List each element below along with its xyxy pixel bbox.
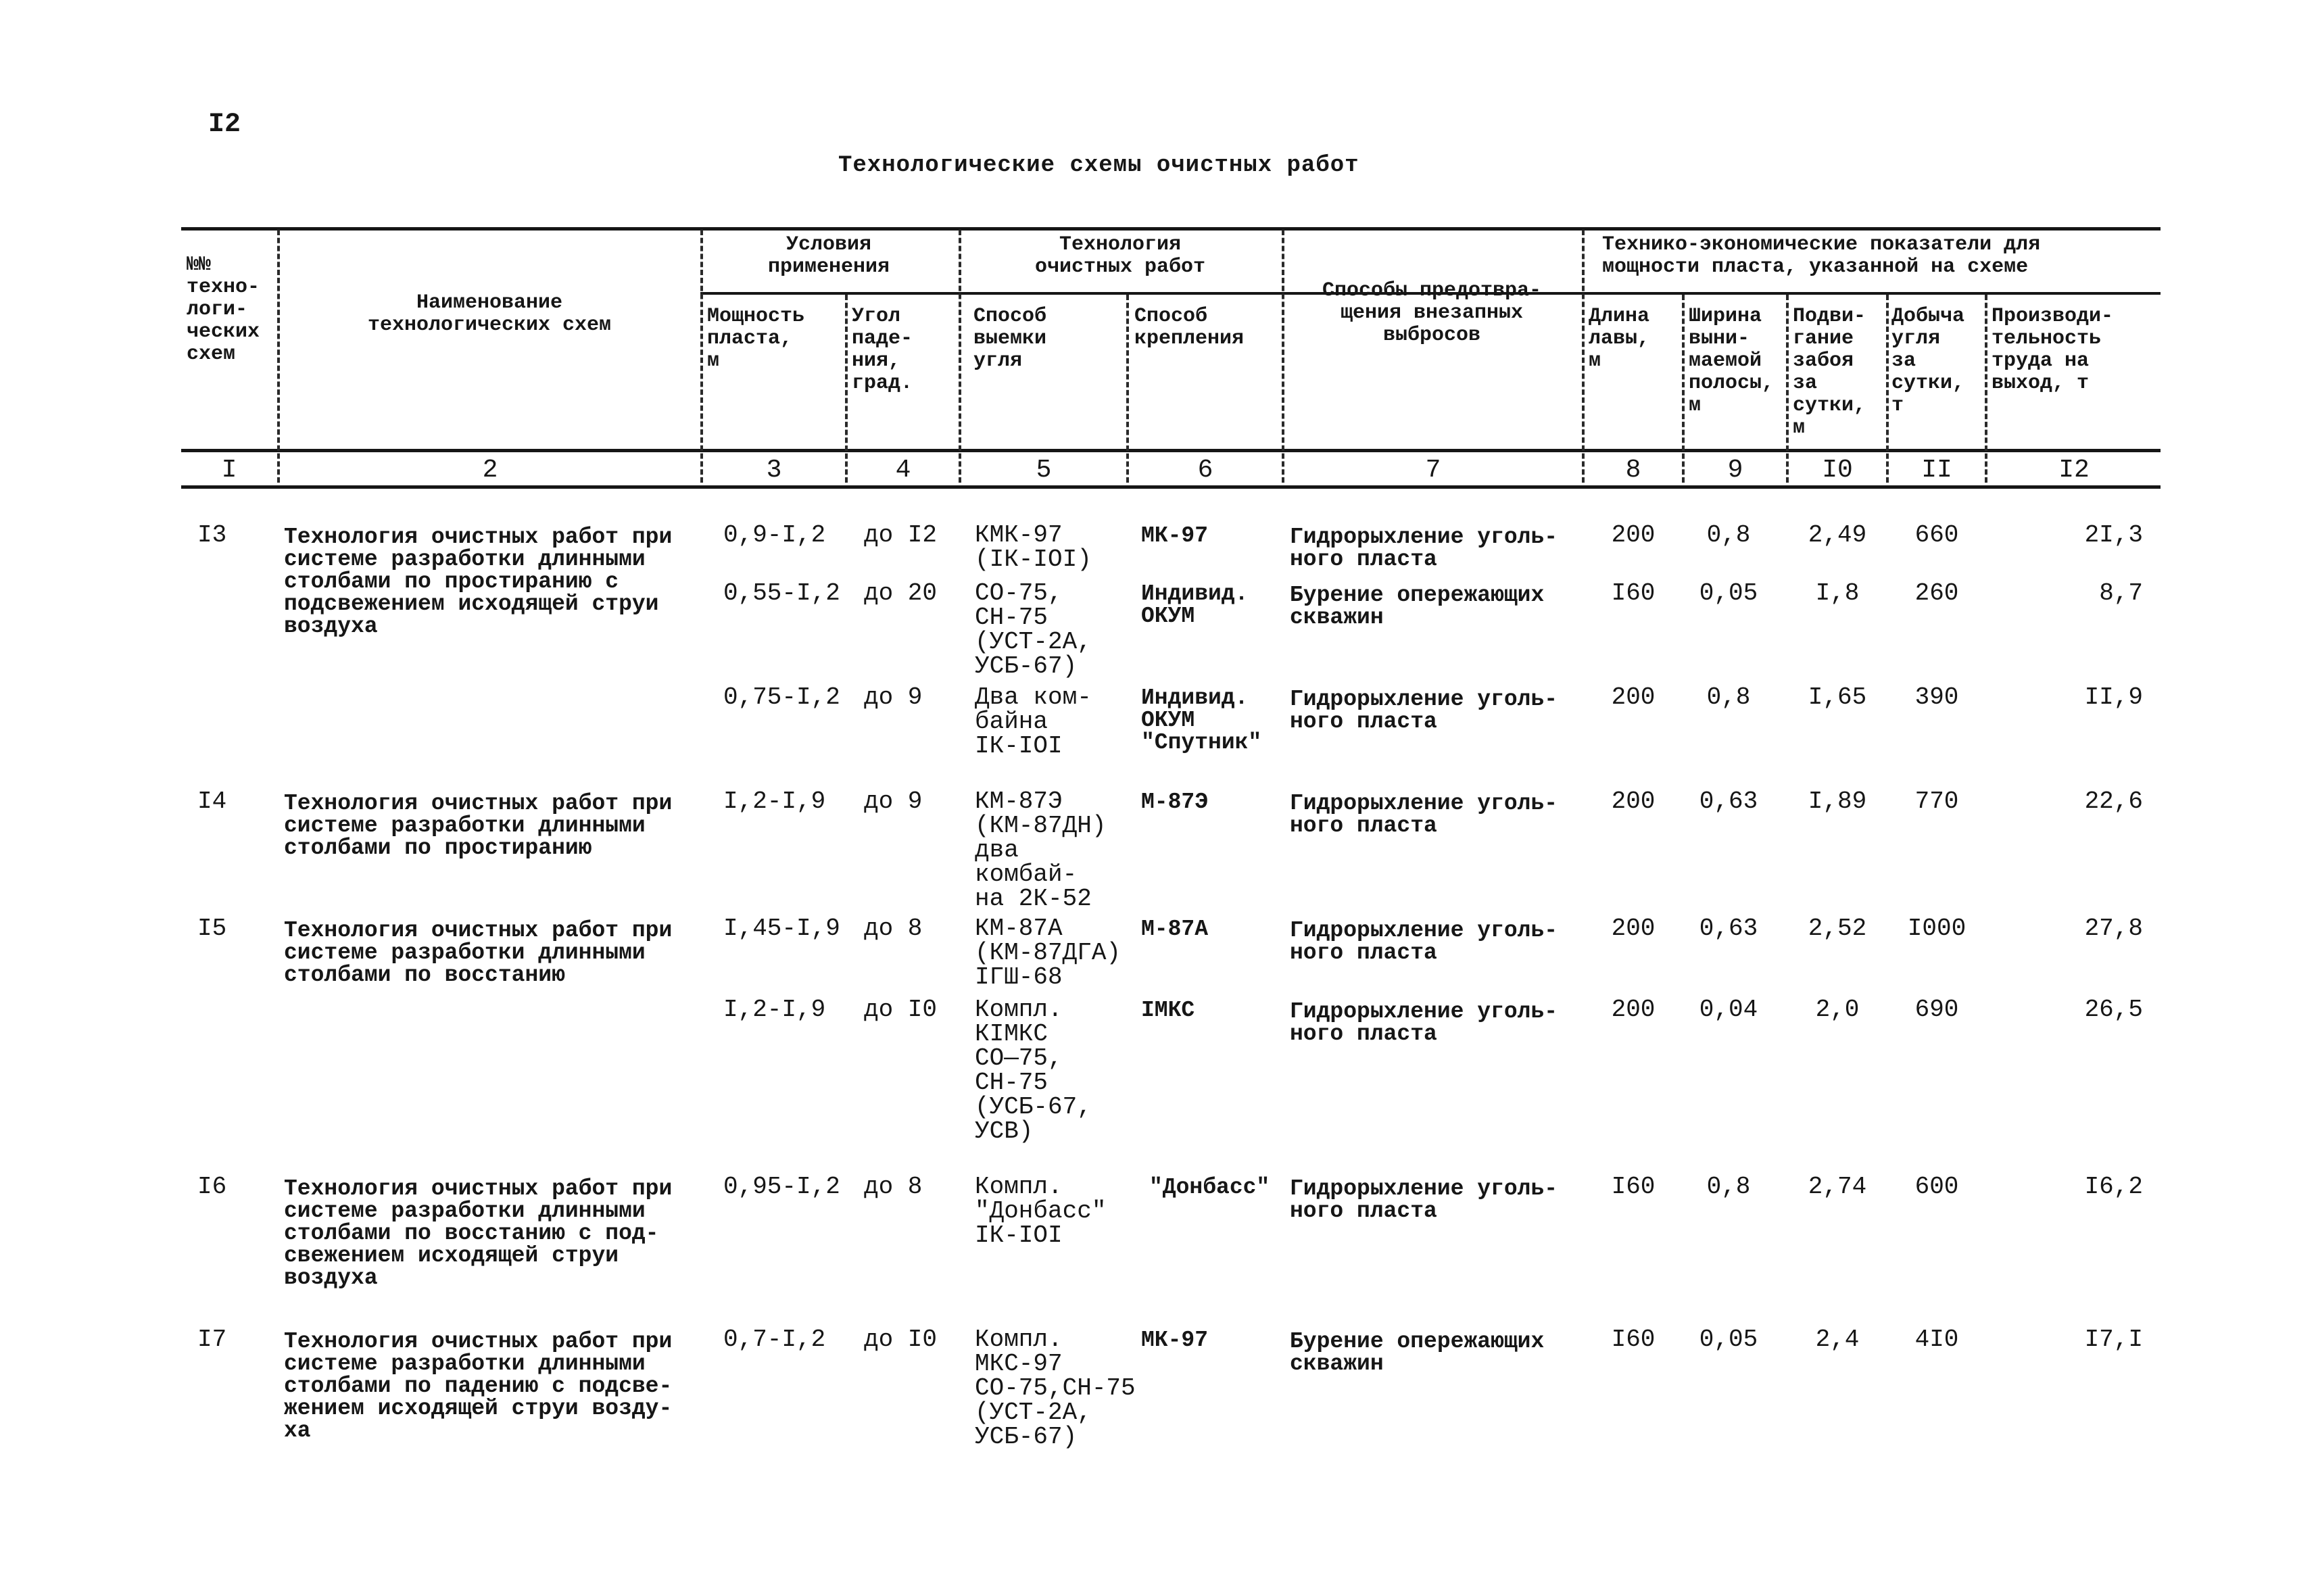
table-row-advance: 2,52 [1808, 915, 1867, 942]
table-row-length: 200 [1611, 788, 1656, 815]
scheme-name: Технология очистных работ при системе разработки длинными столбами по падению с подсве- жением исходящей струи возду- ха [284, 1329, 673, 1443]
col-number-3: 3 [766, 456, 782, 485]
table-row-productivity: I6,2 [2084, 1173, 2143, 1201]
table-row-width: 0,8 [1706, 521, 1751, 549]
header-conditions: Условия применения [767, 233, 890, 279]
col-number-9: 9 [1727, 456, 1743, 485]
divider-1 [277, 230, 280, 483]
col-number-10: I0 [1822, 456, 1853, 485]
scheme-number: I3 [197, 521, 227, 549]
divider-7 [1582, 230, 1585, 483]
table-row-thickness: 0,9-I,2 [723, 521, 826, 549]
table-row-length: 200 [1611, 683, 1656, 711]
header-technology: Технология очистных работ [1034, 233, 1206, 279]
col-number-8: 8 [1625, 456, 1641, 485]
table-row-output: 690 [1914, 996, 1959, 1023]
table-row-prevention: Гидрорыхление уголь- ного пласта [1290, 999, 1558, 1046]
table-row-width: 0,8 [1706, 683, 1751, 711]
scheme-name: Технология очистных работ при системе разработки длинными столбами по восстанию с под- свежением исходящей струи воздуха [284, 1176, 673, 1290]
table-row-length: 200 [1611, 915, 1656, 942]
table-row-length: 200 [1611, 521, 1656, 549]
table-row-support: М-87А [1141, 917, 1209, 942]
table-row-angle: до 8 [864, 915, 923, 942]
table-row-width: 0,8 [1706, 1173, 1751, 1201]
table-row-width: 0,05 [1699, 579, 1758, 607]
col-number-2: 2 [482, 456, 498, 485]
table-row-advance: I,65 [1808, 683, 1867, 711]
divider-8 [1682, 295, 1685, 483]
table-row-advance: 2,49 [1808, 521, 1867, 549]
table-row-thickness: I,2-I,9 [723, 788, 826, 815]
col-number-7: 7 [1425, 456, 1441, 485]
col-number-11: II [1921, 456, 1952, 485]
header-extraction: Способ выемки угля [973, 305, 1047, 372]
table-row-output: 600 [1914, 1173, 1959, 1201]
table-row-prevention: Гидрорыхление уголь- ного пласта [1290, 1176, 1558, 1224]
header-length: Длина лавы, м [1589, 305, 1650, 372]
column-numbers-rule [181, 485, 2161, 489]
table-row-prevention: Гидрорыхление уголь- ного пласта [1290, 687, 1558, 734]
table-row-angle: до 8 [864, 1173, 923, 1201]
divider-9 [1786, 295, 1789, 483]
scheme-name: Технология очистных работ при системе разработки длинными столбами по простиранию [284, 791, 673, 861]
col-number-5: 5 [1036, 456, 1052, 485]
header-productivity: Производи- тельность труда на выход, т [1992, 305, 2114, 395]
table-row-support: МК-97 [1141, 523, 1209, 548]
table-row-thickness: 0,95-I,2 [723, 1173, 840, 1201]
table-row-productivity: 8,7 [2099, 579, 2143, 607]
table-row-productivity: I7,I [2084, 1326, 2143, 1353]
table-row-productivity: 22,6 [2084, 788, 2143, 815]
table-row-productivity: 2I,3 [2084, 521, 2143, 549]
table-row-support: "Донбасс" [1149, 1175, 1270, 1200]
table-row-length: 200 [1611, 996, 1656, 1023]
header-thickness: Мощность пласта, м [707, 305, 805, 372]
divider-10 [1886, 295, 1889, 483]
header-support: Способ крепления [1134, 305, 1245, 350]
table-row-productivity: 26,5 [2084, 996, 2143, 1023]
table-row-width: 0,63 [1699, 788, 1758, 815]
header-indicators: Технико-экономические показатели для мощности пласта, указанной на схеме [1602, 233, 2041, 279]
header-advance: Подви- гание забоя за сутки, м [1793, 305, 1866, 439]
table-row-output: 660 [1914, 521, 1959, 549]
table-row-advance: 2,0 [1815, 996, 1860, 1023]
table-row-extraction: КМ-87А (КМ-87ДГА) IГШ-68 [975, 915, 1121, 991]
table-row-output: I000 [1907, 915, 1967, 942]
table-row-advance: 2,74 [1808, 1173, 1867, 1201]
table-row-length: I60 [1611, 579, 1656, 607]
scheme-number: I5 [197, 915, 227, 942]
table-row-extraction: КМ-87Э (КМ-87ДН) два комбай- на 2К-52 [975, 788, 1107, 913]
table-row-angle: до 20 [864, 579, 938, 607]
table-row-support: МК-97 [1141, 1328, 1209, 1353]
table-row-output: 770 [1914, 788, 1959, 815]
table-row-prevention: Гидрорыхление уголь- ного пласта [1290, 918, 1558, 965]
table-row-angle: до 9 [864, 788, 923, 815]
header-bottom-rule [181, 449, 2161, 452]
divider-5 [1126, 295, 1129, 483]
schemes-table [181, 222, 2161, 1540]
document-title: Технологические схемы очистных работ [838, 153, 1359, 178]
header-output: Добыча угля за сутки, т [1891, 305, 1965, 417]
divider-11 [1985, 295, 1987, 483]
table-row-thickness: I,45-I,9 [723, 915, 840, 942]
table-row-prevention: Гидрорыхление уголь- ного пласта [1290, 525, 1558, 572]
table-row-productivity: II,9 [2084, 683, 2143, 711]
table-row-support: IМКС [1141, 998, 1195, 1023]
table-row-angle: до I0 [864, 1326, 938, 1353]
table-row-support: М-87Э [1141, 790, 1209, 815]
table-row-thickness: 0,75-I,2 [723, 683, 840, 711]
table-row-output: 390 [1914, 683, 1959, 711]
table-row-output: 260 [1914, 579, 1959, 607]
table-top-rule [181, 227, 2161, 231]
table-row-extraction: Компл. "Донбасс" IК-IOI [975, 1173, 1107, 1249]
scheme-number: I7 [197, 1326, 227, 1353]
table-row-advance: I,89 [1808, 788, 1867, 815]
table-row-angle: до I2 [864, 521, 938, 549]
scheme-number: I4 [197, 788, 227, 815]
table-row-extraction: КМК-97 (IК-IOI) [975, 521, 1092, 573]
table-row-advance: 2,4 [1815, 1326, 1860, 1353]
table-row-width: 0,04 [1699, 996, 1758, 1023]
table-row-productivity: 27,8 [2084, 915, 2143, 942]
col-number-6: 6 [1197, 456, 1213, 485]
table-row-width: 0,63 [1699, 915, 1758, 942]
table-row-length: I60 [1611, 1173, 1656, 1201]
table-row-angle: до 9 [864, 683, 923, 711]
divider-3 [845, 295, 848, 483]
header-prevention: Способы предотвра- щения внезапных выбросов [1322, 279, 1542, 347]
scheme-name: Технология очистных работ при системе разработки длинными столбами по простиранию с подсвежением исходящей струи воздуха [284, 525, 673, 639]
header-width: Ширина выни- маемой полосы, м [1689, 305, 1775, 417]
table-row-thickness: I,2-I,9 [723, 996, 826, 1023]
table-row-support: Индивид. ОКУМ [1141, 581, 1249, 629]
table-row-angle: до I0 [864, 996, 938, 1023]
col-number-12: I2 [2058, 456, 2090, 485]
scheme-number: I6 [197, 1173, 227, 1201]
header-scheme-name: Наименование технологических схем [367, 291, 612, 337]
header-scheme-number: №№ техно- логи- ческих схем [187, 253, 260, 366]
table-row-thickness: 0,7-I,2 [723, 1326, 826, 1353]
divider-6 [1282, 230, 1284, 483]
col-number-1: I [221, 456, 237, 485]
page-number: I2 [208, 110, 241, 140]
table-row-length: I60 [1611, 1326, 1656, 1353]
table-row-extraction: СО-75, СН-75 (УСТ-2А, УСБ-67) [975, 579, 1092, 680]
table-row-width: 0,05 [1699, 1326, 1758, 1353]
table-row-prevention: Бурение опережающих скважин [1290, 1329, 1545, 1376]
table-row-extraction: Компл. КIМКС СО—75, СН-75 (УСБ-67, УСВ) [975, 996, 1092, 1145]
table-row-output: 4I0 [1914, 1326, 1959, 1353]
table-row-prevention: Гидрорыхление уголь- ного пласта [1290, 791, 1558, 838]
table-row-prevention: Бурение опережающих скважин [1290, 583, 1545, 630]
table-row-extraction: Компл. МКС-97 СО-75,СН-75 (УСТ-2А, УСБ-67) [975, 1326, 1136, 1451]
table-row-thickness: 0,55-I,2 [723, 579, 840, 607]
scheme-name: Технология очистных работ при системе разработки длинными столбами по восстанию [284, 918, 673, 988]
table-row-extraction: Два ком- байна IК-IOI [975, 683, 1092, 760]
header-angle: Угол паде- ния, град. [852, 305, 913, 395]
col-number-4: 4 [895, 456, 911, 485]
table-row-advance: I,8 [1815, 579, 1860, 607]
table-row-support: Индивид. ОКУМ "Спутник" [1141, 685, 1262, 755]
